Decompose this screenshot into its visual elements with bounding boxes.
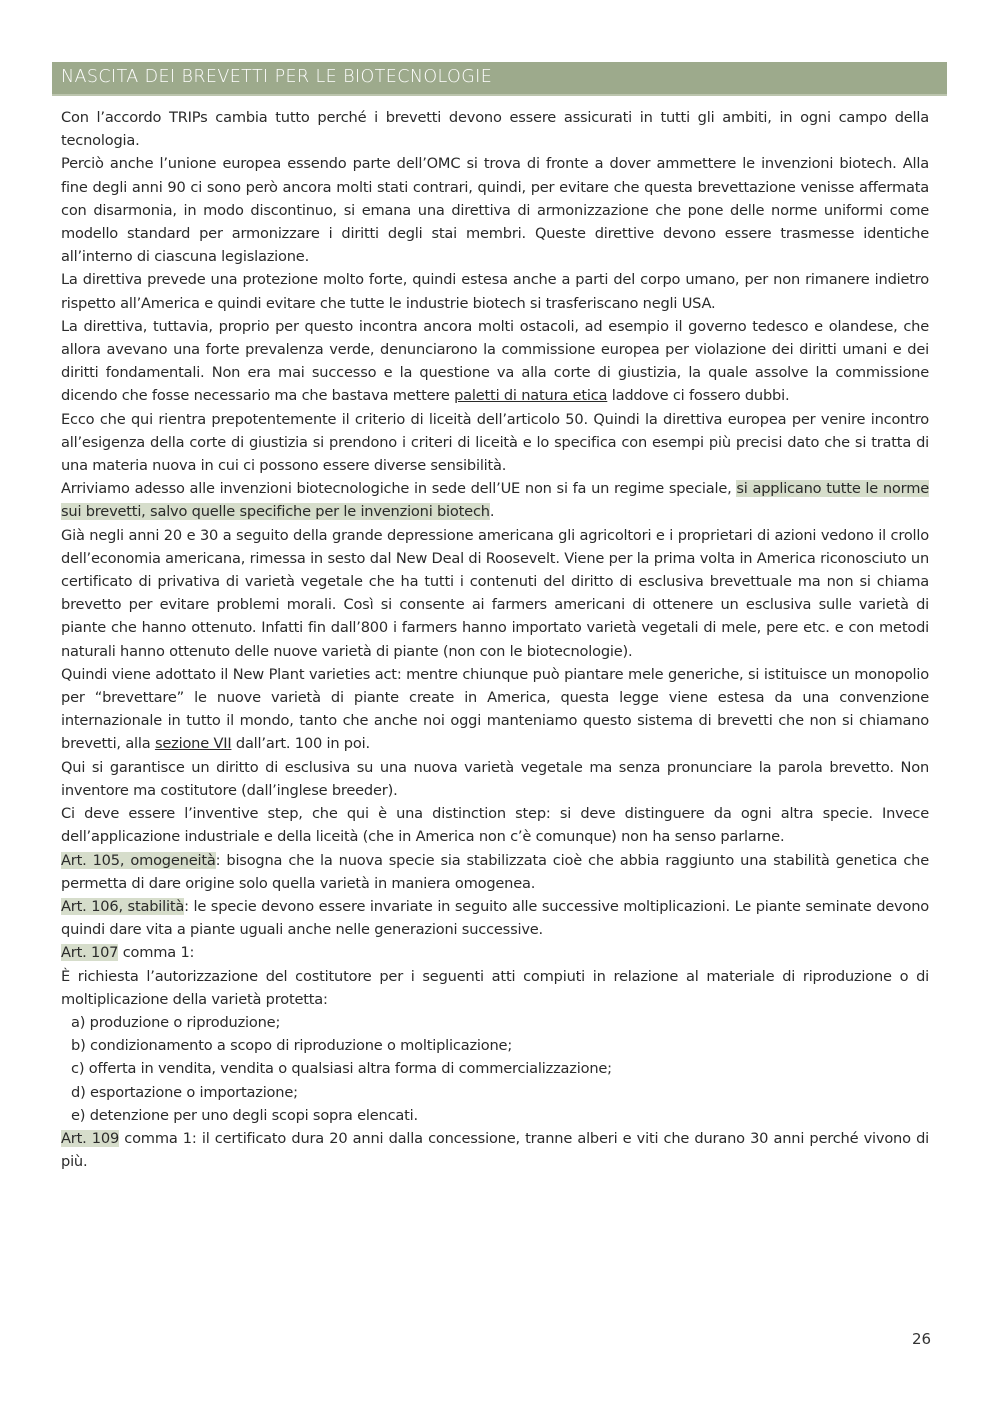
acts-list: [61, 1011, 929, 1127]
paragraph-protezione: La direttiva prevede una protezione molto forte, quindi estesa anche a parti del corpo umano, per non rimanere indietro rispetto all’America e quindi evitare che tutte le industrie biotech si trasferiscano negli USA.: [61, 271, 929, 312]
text-span: Quindi viene adottato il New Plant varieties act: mentre chiunque può piantare mele generiche, si istituisce un monopolio per “brevettare” le nuove varietà di piante create in America, questa legge viene estesa da una convenzione internazionale in tutto il mondo, tanto che anche noi oggi manteniamo questo sistema di brevetti che non si chiamano brevetti, alla: [61, 665, 929, 753]
highlighted-article: Art. 107: [61, 944, 119, 962]
paragraph-art-109: [61, 1127, 929, 1173]
paragraph-art-105: [61, 849, 929, 895]
list-item: c) offerta in vendita, vendita o qualsiasi altra forma di commercializzazione;: [71, 1060, 612, 1078]
text-span: comma 1: il certificato dura 20 anni dalla concessione, tranne alberi e viti che durano 30 anni perché vivono di più.: [61, 1129, 929, 1171]
paragraph-ostacoli: [61, 315, 929, 408]
text-span: .: [489, 503, 495, 521]
section-title-bar: [52, 62, 947, 96]
paragraph-autorizzazione: È richiesta l’autorizzazione del costitutore per i seguenti atti compiuti in relazione al materiale di riproduzione o di moltiplicazione della varietà protetta:: [61, 967, 929, 1008]
text-span: laddove ci fossero dubbi.: [607, 387, 790, 405]
text-span: La direttiva, tuttavia, proprio per questo incontra ancora molti ostacoli, ad esempio il governo tedesco e olandese, che allora avevano una forte prevalenza verde, denunciarono la commissione europea per violazione dei diritti umani e dei diritti fondamentali. Non era mai successo e la questione va alla corte di giustizia, la quale assolve la commissione dicendo che fosse necessario ma che bastava mettere: [61, 317, 929, 405]
paragraph-plant-act: [61, 663, 929, 756]
list-item: e) detenzione per uno degli scopi sopra elencati.: [71, 1106, 418, 1124]
paragraph-trips: Con l’accordo TRIPs cambia tutto perché i brevetti devono essere assicurati in tutti gli ambiti, in ogni campo della tecnologia.: [61, 109, 929, 150]
page-number: 26: [912, 1330, 932, 1348]
body-text: [61, 106, 929, 1173]
highlighted-phrase: si applicano tutte le norme sui brevetti, salvo quelle specifiche per le invenzioni biotech: [61, 480, 929, 521]
text-span: comma 1:: [118, 944, 195, 962]
paragraph-ue-direttiva: Perciò anche l’unione europea essendo parte dell’OMC si trova di fronte a dover ammettere le invenzioni biotech. Alla fine degli anni 90 ci sono però ancora molti stati contrari, quindi, per evitare che questa brevettazione venisse affermata con disarmonia, in modo discontinuo, si emana una direttiva di armonizzazione che pone delle norme uniformi come modello standard per armonizzare i diritti degli stai membri. Queste direttive devono essere trasmesse identiche all’interno di ciascuna legislazione.: [61, 155, 929, 266]
list-item: d) esportazione o importazione;: [71, 1083, 298, 1101]
paragraph-inventive-step: Ci deve essere l’inventive step, che qui è una distinction step: si deve distinguere da ogni altra specie. Invece dell’applicazione industriale e della liceità (che in America non c’è comunque) non ha senso parlarne.: [61, 805, 929, 846]
text-span: : bisogna che la nuova specie sia stabilizzata cioè che abbia raggiunto una stabilità genetica che permetta di dare origine solo quella varietà in maniera omogenea.: [61, 851, 929, 892]
list-item: a) produzione o riproduzione;: [71, 1013, 281, 1031]
text-span: : le specie devono essere invariate in seguito alle successive moltiplicazioni. Le piante seminate devono quindi dare vita a piante uguali anche nelle generazioni successive.: [61, 897, 929, 939]
paragraph-regime-ue: [61, 477, 929, 523]
list-item: b) condizionamento a scopo di riproduzione o moltiplicazione;: [71, 1037, 513, 1055]
text-span: dall’art. 100 in poi.: [231, 735, 370, 753]
paragraph-liceita: Ecco che qui rientra prepotentemente il criterio di liceità dell’articolo 50. Quindi la direttiva europea per venire incontro all’esigenza della corte di giustizia si prendono i criteri di liceità e lo specifica con esempi più precisi dato che si tratta di una materia nuova in cui ci possono essere diverse sensibilità.: [61, 410, 929, 475]
highlighted-article: Art. 106, stabilità: [61, 897, 185, 915]
underlined-phrase: sezione VII: [154, 735, 232, 753]
underlined-phrase: paletti di natura etica: [454, 387, 608, 405]
paragraph-esclusiva: Qui si garantisce un diritto di esclusiva su una nuova varietà vegetale ma senza pronunciare la parola brevetto. Non inventore ma costitutore (dall’inglese breeder).: [61, 758, 929, 799]
paragraph-depressione: Già negli anni 20 e 30 a seguito della grande depressione americana gli agricoltori e i proprietari di azioni vedono il crollo dell’economia americana, rimessa in sesto dal New Deal di Roosevelt. Viene per la prima volta in America riconosciuto un certificato di privativa di varietà vegetale che ha tutti i contenuti del diritto di esclusiva brevettuale ma non si chiama brevetto per evitare problemi morali. Così si consente ai farmers americani di ottenere un esclusiva sulle varietà di piante che hanno ottenuto. Infatti fin dall’800 i farmers hanno importato varietà vegetali di mele, pere etc. e con metodi naturali hanno ottenuto delle nuove varietà di piante (non con le biotecnologie).: [61, 526, 929, 660]
text-span: Arriviamo adesso alle invenzioni biotecnologiche in sede dell’UE non si fa un regime speciale,: [61, 480, 737, 498]
highlighted-article: Art. 109: [61, 1129, 120, 1147]
section-title: NASCITA DEI BREVETTI PER LE BIOTECNOLOGIE: [61, 67, 493, 87]
paragraph-art-107: [61, 941, 929, 964]
paragraph-art-106: [61, 895, 929, 941]
highlighted-article: Art. 105, omogeneità: [61, 851, 216, 869]
